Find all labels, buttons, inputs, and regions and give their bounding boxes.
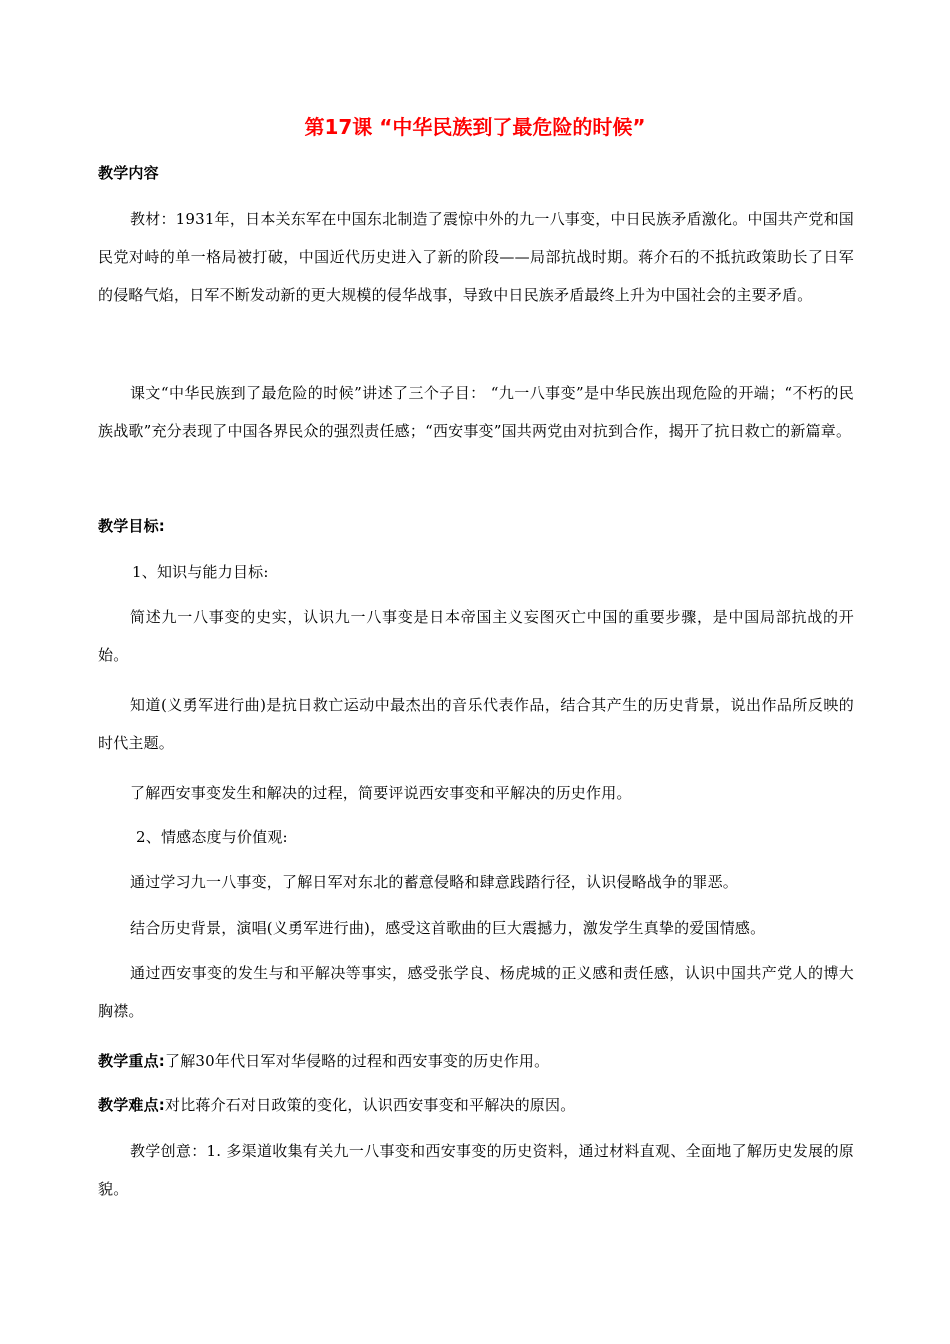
goal1-item: 知道(义勇军进行曲)是抗日救亡运动中最杰出的音乐代表作品，结合其产生的历史背景，说出作品所反映的时代主题。 bbox=[98, 696, 854, 752]
goal2-item: 通过西安事变的发生与和平解决等事实，感受张学良、杨虎城的正义感和责任感，认识中国共产党人的博大胸襟。 bbox=[98, 964, 854, 1020]
key-point-text: 了解30年代日军对华侵略的过程和西安事变的历史作用。 bbox=[165, 1052, 550, 1070]
goal2-item: 通过学习九一八事变，了解日军对东北的蓄意侵略和肆意践踏行径，认识侵略战争的罪恶。 bbox=[130, 873, 739, 891]
goal1-item: 简述九一八事变的史实，认识九一八事变是日本帝国主义妄图灭亡中国的重要步骤，是中国局部抗战的开始。 bbox=[98, 608, 854, 664]
material-paragraph: 教材：1931年，日本关东军在中国东北制造了震惊中外的九一八事变，中日民族矛盾激化。中国共产党和国民党对峙的单一格局被打破，中国近代历史进入了新的阶段——局部抗战时期。蒋介石的不抵抗政策助长了日军的侵略气焰，日军不断发动新的更大规模的侵华战事，导致中日民族矛盾最终上升为中国社会的主要矛盾。 bbox=[98, 210, 854, 304]
goal2-heading: 2、情感态度与价值观: bbox=[136, 828, 288, 846]
difficulty bbox=[98, 1086, 854, 1124]
creativity-paragraph: 教学创意：1. 多渠道收集有关九一八事变和西安事变的历史资料，通过材料直观、全面地了解历史发展的原貌。 bbox=[98, 1142, 854, 1198]
lesson-paragraph: 课文“中华民族到了最危险的时候”讲述了三个子目： “九一八事变”是中华民族出现危险的开端；“不朽的民族战歌”充分表现了中国各界民众的强烈责任感；“西安事变”国共两党由对抗到合作，揭开了抗日救亡的新篇章。 bbox=[98, 384, 854, 440]
goal1-item: 了解西安事变发生和解决的过程，简要评说西安事变和平解决的历史作用。 bbox=[130, 784, 632, 802]
difficulty-label: 教学难点: bbox=[98, 1096, 165, 1114]
difficulty-text: 对比蒋介石对日政策的变化，认识西安事变和平解决的原因。 bbox=[165, 1096, 576, 1114]
content-heading: 教学内容 bbox=[98, 164, 159, 182]
goals-heading: 教学目标: bbox=[98, 517, 165, 535]
key-point bbox=[98, 1042, 854, 1080]
lesson-title: 第17课 “中华民族到了最危险的时候” bbox=[304, 115, 646, 139]
goal1-heading: 1、知识与能力目标: bbox=[132, 563, 269, 581]
key-point-label: 教学重点: bbox=[98, 1052, 165, 1070]
goal2-item: 结合历史背景，演唱(义勇军进行曲)，感受这首歌曲的巨大震撼力，激发学生真挚的爱国情感。 bbox=[130, 919, 766, 937]
